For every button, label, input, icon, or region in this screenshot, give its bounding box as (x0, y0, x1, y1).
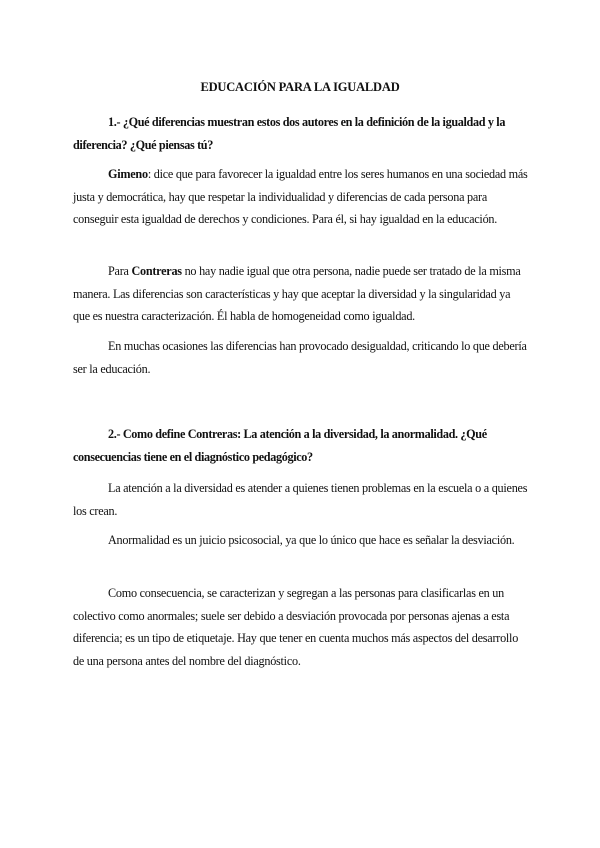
paragraph-gimeno (73, 163, 529, 231)
paragraph-anormalidad: Anormalidad es un juicio psicosocial, ya que lo único que hace es señalar la desviación. (108, 533, 515, 547)
question-2: 2.- Como define Contreras: La atención a la diversidad, la anormalidad. ¿Qué consecuencias tiene en el diagnóstico pedagógico? (73, 427, 487, 464)
paragraph-conclusion: En muchas ocasiones las diferencias han provocado desigualdad, criticando lo que debería ser la educación. (73, 339, 527, 376)
paragraph-consecuencia: Como consecuencia, se caracterizan y segregan a las personas para clasificarlas en un colectivo como anormales; suele ser debido a desviación provocada por personas ajenas a esta diferencia; es un tipo de etiquetaje. Hay que tener en cuenta muchos más aspectos del desarrollo de una persona antes del nombre del diagnóstico. (73, 586, 519, 668)
author-name-gimeno: Gimeno (108, 167, 148, 181)
question-1: 1.- ¿Qué diferencias muestran estos dos autores en la definición de la igualdad y la diferencia? ¿Qué piensas tú? (73, 115, 506, 152)
paragraph-atencion-diversidad: La atención a la diversidad es atender a quienes tienen problemas en la escuela o a quienes los crean. (73, 481, 528, 518)
page-title: EDUCACIÓN PARA LA IGUALDAD (200, 80, 400, 94)
paragraph-pre: Para (108, 264, 132, 278)
paragraph-text: no hay nadie igual que otra persona, nadie puede ser tratado de la misma manera. Las diferencias son características y hay que aceptar la diversidad y la singularidad ya que es nuestra caracterización. Él habla de homogeneidad como igualdad. (73, 264, 521, 323)
author-name-contreras: Contreras (131, 264, 182, 278)
paragraph-text: : dice que para favorecer la igualdad entre los seres humanos en una sociedad más justa y democrática, hay que respetar la individualidad y diferencias de cada persona para conseguir esta igualdad de derechos y condiciones. Para él, si hay igualdad en la educación. (73, 167, 528, 226)
paragraph-contreras (73, 260, 529, 328)
